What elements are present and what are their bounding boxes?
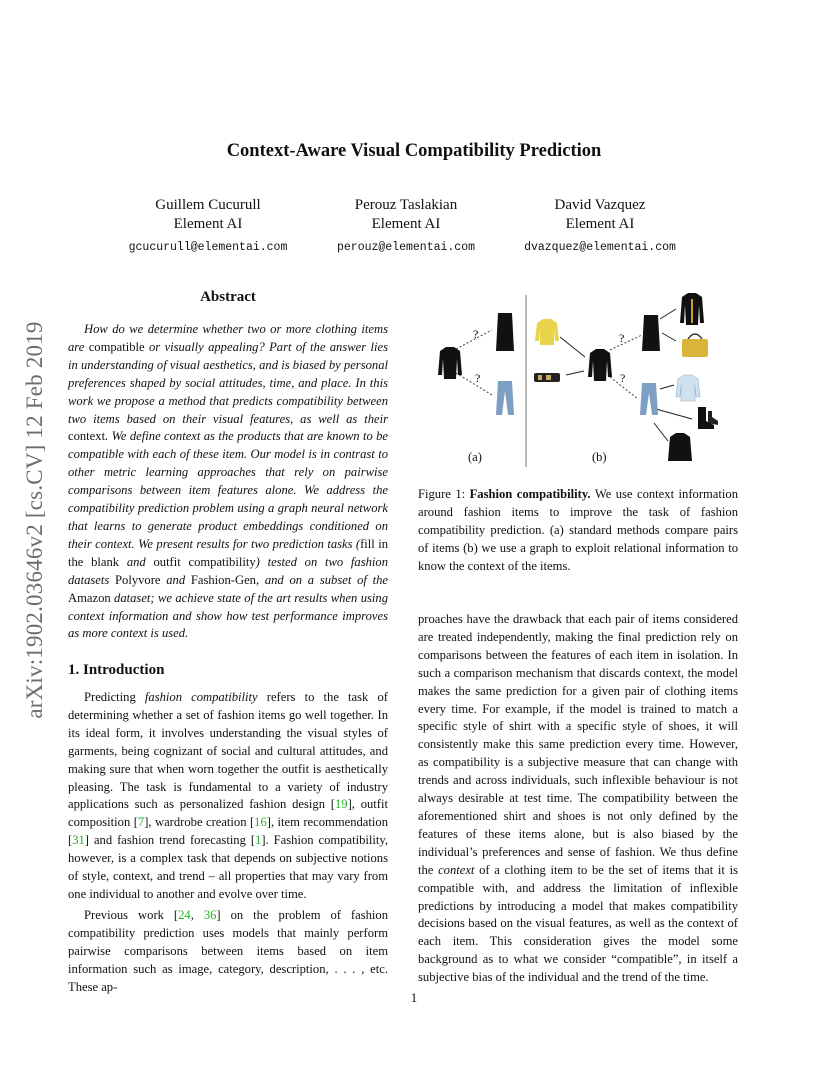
edge-solid — [662, 333, 676, 341]
intro-text — [68, 689, 388, 996]
citation-link[interactable]: 24 — [178, 907, 191, 922]
arxiv-sidebar — [24, 285, 46, 755]
author-name: Perouz Taslakian — [354, 197, 458, 213]
citation-link[interactable]: 36 — [203, 907, 217, 922]
author-email: dvazquez@elementai.com — [524, 241, 676, 254]
black-skirt-icon — [496, 313, 514, 351]
author-name: Guillem Cucurull — [155, 197, 261, 213]
edge-solid — [560, 337, 585, 357]
paper-title: Context-Aware Visual Compatibility Prediction — [226, 141, 602, 161]
citation-link[interactable]: 1 — [255, 833, 262, 848]
page-number: 1 — [410, 990, 418, 1005]
black-jacket-icon — [680, 293, 704, 325]
yellow-bag-icon — [682, 334, 708, 357]
black-coat-icon — [668, 433, 692, 461]
belt-icon — [534, 373, 560, 382]
light-blue-top-icon — [676, 375, 700, 401]
author-3 — [510, 196, 690, 257]
edge-solid — [660, 309, 676, 319]
author-1 — [118, 196, 298, 257]
figure-1 — [420, 283, 742, 473]
edge-solid — [660, 385, 674, 389]
author-affiliation: Element AI — [565, 216, 635, 232]
right-column-text: proaches have the drawback that each pair of items considered are treated independently, making the final prediction rely on comparisons between the features of each item in isolation. In such a comparison mechanism that discards context, the model makes the same prediction for a given pair of clothing items every time. For example, if the model is trained to match a specific style of shirt with a specific style of shoes, it will consistently make this same prediction every time. However, as compatibility is a subjective measure that can change with trends and across individuals, such inflexible behaviour is not always desirable at test time. The compatibility between the aforementioned shirt and shoes is not only defined by the features of these items alone, but is also biased by the individual’s preferences and sense of fashion. We thus define the context of a clothing item to be the set of items that it is compatible with, and address the limitation of inflexible predictions by introducing a model that makes compatibility decisions based on the visual features, as well as the context of each item. This consideration gives the model some background as to what we consider “compatible”, in itself a subjective bias of the individual and the trend of the time. — [418, 612, 738, 985]
citation-link[interactable]: 7 — [137, 815, 145, 830]
abstract-text: How do we determine whether two or more clothing items are compatible or visually appealing? Part of the answer lies in understanding of visual aesthetics, and is biased by personal preferences shaped by social attitudes, time, and place. In this work we propose a method that predicts compatibility between two items based on their visual features, as well as their context. We define context as the products that are known to be compatible with each of these item. Our model is in contrast to other metric learning approaches that rely on pairwise comparisons between item features alone. We address the compatibility prediction problem using a graph neural network that learns to generate product embeddings conditioned on their context. We present results for two prediction tasks (fill in the blank and outfit compatibility) tested on two fashion datasets Polyvore and Fashion-Gen, and on a subset of the Amazon dataset; we achieve state of the art results when using context information and show how test performance improves as more context is used. — [68, 322, 389, 641]
figure-caption: Figure 1: Fashion compatibility. We use context information around fashion items to improve the task of fashion compatibility prediction. (a) standard methods compare pairs of items (b) we use a graph to exploit relational information to know the context of the items. — [418, 487, 738, 573]
author-email: perouz@elementai.com — [336, 241, 476, 254]
edge-solid — [566, 371, 584, 375]
arxiv-identifier: arXiv:1902.03646v2 [cs.CV] 12 Feb 2019 — [22, 321, 47, 719]
jeans-icon — [640, 383, 658, 415]
edge-solid — [656, 409, 692, 419]
black-boots-icon — [698, 407, 718, 429]
panel-label-a: (a) — [468, 450, 482, 464]
fashion-graph-illustration — [420, 283, 742, 473]
author-affiliation: Element AI — [173, 216, 243, 232]
edge-dotted — [456, 373, 492, 395]
intro-paragraph-2: Previous work [24, 36] on the problem of fashion compatibility prediction uses models that mainly perform pairwise comparisons between items based on item information such as image, category, description, . . . , etc. These ap- — [68, 907, 389, 994]
question-mark: ? — [475, 371, 481, 385]
black-top-icon — [438, 347, 462, 379]
edge-solid — [654, 423, 668, 441]
intro-paragraph-1: Predicting fashion compatibility refers to the task of determining whether a set of fashion items go well together. In its ideal form, it involves understanding the visual styles of garments, being cognizant of social and cultural attitudes, and making sure that when worn together the outfit is aesthetically pleasing. The task is fundamental to a variety of industry applications such as personalized fashion design [19], outfit composition [7], wardrobe creation [16], item recommendation [31] and fashion trend forecasting [1]. Fashion compatibility, however, is a complex task that depends on subjective notions of style, context, and trend – all properties that may vary from one individual to another and evolve over time. — [68, 690, 388, 901]
citation-link[interactable]: 31 — [72, 833, 85, 848]
author-email: gcucurull@elementai.com — [128, 241, 288, 254]
author-name: David Vazquez — [554, 197, 646, 213]
question-mark: ? — [619, 331, 625, 345]
panel-label-b: (b) — [592, 450, 607, 464]
author-2 — [316, 196, 496, 257]
intro-heading: 1. Introduction — [68, 662, 165, 678]
edge-dotted — [610, 335, 642, 350]
citation-link[interactable]: 19 — [334, 797, 348, 812]
black-top-icon — [588, 349, 612, 381]
citation-link[interactable]: 16 — [254, 815, 267, 830]
question-mark: ? — [620, 371, 626, 385]
question-mark: ? — [473, 327, 479, 341]
jeans-icon — [496, 381, 514, 415]
black-skirt-icon — [642, 315, 660, 351]
yellow-sweater-icon — [535, 319, 559, 345]
author-affiliation: Element AI — [371, 216, 441, 232]
abstract-heading: Abstract — [200, 289, 256, 305]
